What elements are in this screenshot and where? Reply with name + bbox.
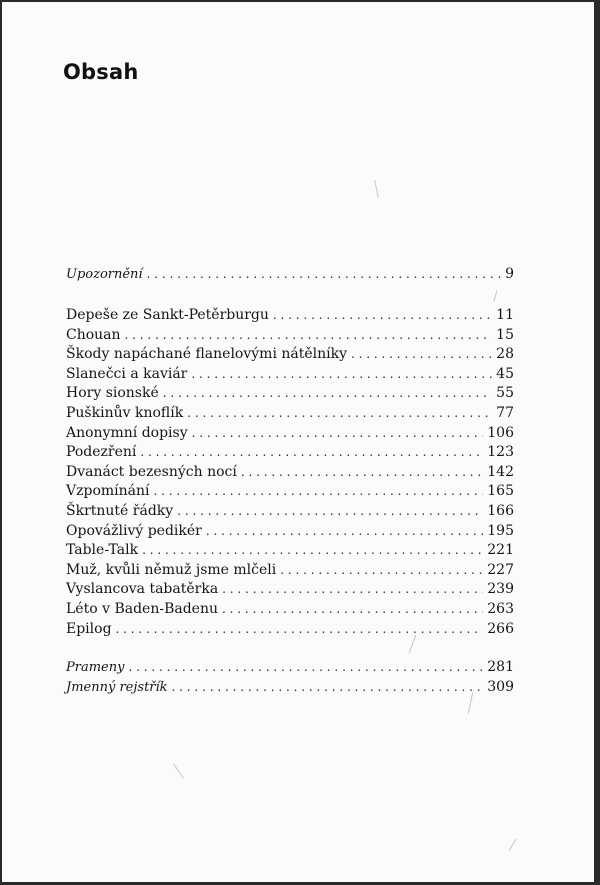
toc-entry-title: Jmenný rejstřík: [66, 680, 168, 695]
toc-entry-page: 165: [487, 483, 514, 500]
dot-leader: [241, 463, 483, 483]
toc-entry: [66, 482, 514, 502]
dot-leader: [280, 561, 483, 581]
toc-entry: [66, 541, 514, 561]
toc-entry-page: 195: [487, 522, 514, 539]
dot-leader: [206, 522, 483, 542]
scan-mark: [173, 763, 184, 778]
toc-front-matter: [66, 264, 514, 284]
toc-entry-page: 227: [487, 561, 514, 578]
dot-leader: [222, 600, 483, 620]
toc-entry: [66, 384, 514, 404]
toc-entry-title: Epilog: [66, 620, 112, 637]
toc-entry-title: Puškinův knoflík: [66, 404, 184, 421]
toc-entry-page: 142: [487, 463, 514, 480]
toc-entry-title: Upozornění: [66, 267, 143, 282]
toc-entry: [66, 404, 514, 424]
toc-entry: [66, 463, 514, 483]
toc-entry: [66, 580, 514, 600]
toc-entry-page: 55: [496, 385, 514, 402]
toc-entry: [66, 561, 514, 581]
toc-entry-page: 11: [496, 307, 514, 323]
toc-entry-title: Muž, kvůli němuž jsme mlčeli: [66, 561, 277, 578]
dot-leader: [222, 580, 483, 600]
toc-entry-page: 45: [496, 365, 514, 382]
toc-entry-title: Hory sionské: [66, 385, 159, 402]
toc-entry: [66, 502, 514, 522]
toc-entry: [66, 443, 514, 463]
toc-entry-page: 239: [487, 581, 514, 598]
toc-entry-page: 281: [487, 659, 514, 675]
toc-entry: [66, 600, 514, 620]
toc-entry-page: 77: [496, 404, 514, 421]
toc-entry-title: Škrtnuté řádky: [66, 502, 174, 519]
page-title: Obsah: [63, 60, 139, 84]
toc-entry-title: Škody napáchané flanelovými nátělníky: [66, 346, 348, 363]
book-page: [2, 2, 594, 882]
toc-entry: [66, 345, 514, 365]
toc-entry: [66, 264, 514, 284]
toc-chapters: [66, 306, 514, 639]
scan-mark: [374, 180, 379, 198]
toc-entry-page: 106: [487, 424, 514, 441]
toc-entry-title: Dvanáct bezesných nocí: [66, 463, 237, 480]
toc-entry-title: Podezření: [66, 444, 137, 461]
dot-leader: [163, 384, 492, 404]
toc-entry: [66, 522, 514, 542]
toc-entry-title: Vzpomínání: [66, 483, 150, 500]
dot-leader: [191, 365, 492, 385]
toc-entry: [66, 365, 514, 385]
dot-leader: [187, 404, 492, 424]
scan-mark: [493, 290, 497, 302]
dot-leader: [177, 502, 483, 522]
toc-entry: [66, 306, 514, 326]
dot-leader: [172, 677, 484, 697]
toc-entry-title: Slanečci a kaviár: [66, 365, 188, 382]
toc-entry-page: 309: [487, 679, 514, 695]
toc-entry-page: 9: [505, 266, 514, 282]
toc-entry-title: Vyslancova tabatěrka: [66, 581, 219, 598]
toc-entry-page: 221: [487, 542, 514, 559]
toc-entry: [66, 657, 514, 677]
dot-leader: [125, 326, 493, 346]
scan-mark: [509, 839, 517, 852]
toc-entry: [66, 677, 514, 697]
toc-entry-title: Anonymní dopisy: [66, 424, 188, 441]
dot-leader: [351, 345, 492, 365]
dot-leader: [147, 264, 501, 284]
toc-entry: [66, 326, 514, 346]
dot-leader: [154, 482, 484, 502]
toc-entry-title: Prameny: [66, 660, 125, 675]
toc-entry-page: 15: [496, 326, 514, 343]
toc-entry-title: Depeše ze Sankt-Petěrburgu: [66, 307, 269, 323]
toc-entry-page: 263: [487, 600, 514, 617]
toc-entry-page: 123: [487, 444, 514, 461]
toc-entry: [66, 424, 514, 444]
toc-entry-page: 266: [487, 620, 514, 637]
toc-entry-title: Table-Talk: [66, 542, 139, 559]
toc-entry: [66, 620, 514, 640]
toc-entry-page: 28: [496, 346, 514, 363]
toc-entry-title: Léto v Baden-Badenu: [66, 600, 218, 617]
dot-leader: [192, 424, 484, 444]
toc-back-matter: [66, 657, 514, 697]
dot-leader: [273, 306, 492, 326]
toc-entry-title: Opovážlivý pedikér: [66, 522, 202, 539]
toc-entry-title: Chouan: [66, 326, 121, 343]
dot-leader: [142, 541, 483, 561]
dot-leader: [116, 620, 484, 640]
dot-leader: [140, 443, 483, 463]
dot-leader: [128, 657, 483, 677]
toc-entry-page: 166: [487, 502, 514, 519]
